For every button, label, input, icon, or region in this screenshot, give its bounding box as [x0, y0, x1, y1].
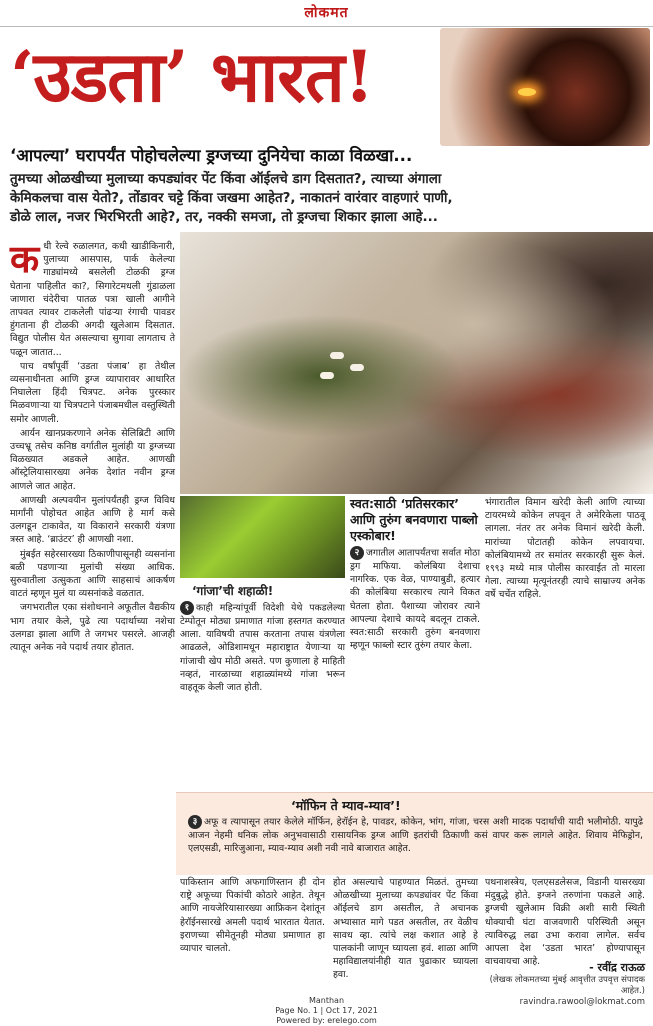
headline: ‘उडता’ भारत!	[10, 35, 374, 118]
morphine-section	[176, 792, 653, 875]
newspaper-logo: लोकमत	[304, 5, 349, 21]
page-footer	[0, 996, 653, 1026]
number-badge: १	[180, 601, 194, 615]
article-paragraph: पाच वर्षांपूर्वी ‘उडता पंजाब’ हा तेथील व्यसनाधीनता आणि ड्रग्ज व्यापारावर आधारित निघालेला हिंदी चित्रपट. अनेक पुरस्कार मिळवणाऱ्या या चित्रपटाने पंजाबमधील वस्तुस्थिती समोर आणली.	[10, 360, 175, 425]
section-body: जगातील आतापर्यंतचा सर्वात मोठा ड्रग माफिया. कोलंबिया देशाचा नागरिक. एक वेळ, पाण्याबुडी, हत्यार की कोलंबिया सरकारच त्याने विकत घेतला होता. पैशाच्या जोरावर त्याने आपल्या देशाचे कायदे बदलून टाकले. स्वत:साठी सरकारी तुरुंग बनवणारा म्हणून फाब्लो स्टार तुरुंग तयार केला.	[350, 547, 480, 652]
masthead	[0, 0, 653, 26]
section-title: स्वत:साठी ‘प्रतिसरकार’ आणि तुरुंग बनवणारा पाब्लो एस्कोबार!	[350, 496, 478, 543]
drug-collage-image	[180, 232, 653, 494]
footer-page: Page No. 1	[275, 1006, 319, 1015]
bottom-column: पाकिस्तान आणि अफगाणिस्तान ही दोन राष्ट्रे अफूच्या पिकांची कोठारे आहेत. तेथून आणि नायजेरियासारख्या आफ्रिकन देशांतून हेरॉईनसारखे अमली पदार्थ भारतात येतात. इराणच्या सीमेतूनही मोठ्या प्रमाणात हा व्यापार चालतो.	[180, 877, 325, 955]
bottom-column: पथनाशस्त्रेय, एलएसडलेसज, विडानी यासरख्या मंदुबुद्धे होते. इग्जने तरुणांना पकडले आहे. ड्रग्जची खुलेआम विक्री अशी सारी स्थिती धोक्याची घंटा वाजवणारी परिस्थिती असून त्याविरुद्ध लढा उभा करावा लागेल. सर्वच आपला देश ‘उडता भारत’ होण्यापासून वाचवायचा आहे.	[485, 877, 645, 968]
escobar-section	[350, 496, 480, 652]
drop-cap: क	[10, 236, 40, 281]
number-badge: ३	[188, 815, 202, 829]
section-title: ‘मॉफिन ते म्याव-म्याव’!	[291, 798, 401, 813]
author-email[interactable]: ravindra.rawool@lokmat.com	[519, 997, 645, 1007]
author-name: - रवींद्र राऊळ	[589, 961, 645, 974]
subheadline: ‘आपल्या’ घरापर्यंत पोहोचलेल्या ड्रग्जच्या दुनियेचा काळा विळखा...	[10, 146, 413, 165]
section-text	[188, 815, 643, 855]
footer-date: Oct 17, 2021	[325, 1006, 378, 1015]
article-paragraph: आणखी अल्पवयीन मुलांपर्यंतही ड्रग्ज विविध मार्गांनी पोहोचत आहेत आणि हे मार्ग कसे उलगडून टाकावेत, या विकाराने सरकारी यंत्रणा त्रस्त आहे. ‘ब्राउंटर’ ही आणखी नशा.	[10, 494, 175, 546]
main-article-column	[10, 236, 175, 655]
pill-icon	[320, 372, 334, 379]
article-paragraph: धी रेल्वे रुळालगत, कधी खाडीकिनारी, पुलाच्या आसपास, पार्क केलेल्या गाड्यांमध्ये बसलेली टोळकी ड्रग्ज घेताना पाहिलीत का?, सिगारेटमधली गुंडाळला जाणारा चंदेरीचा पातळ पत्रा खाली आगीने तापवत त्यावर टाकलेली पांढऱ्या रंगाची पावडर हुंगताना ही टोळकी अगदी खुलेआम दिसतात. विद्युत पोलीस येत असल्याचा सुगावा लागताच ते पळून जातात...	[10, 241, 175, 358]
sidebar-text	[180, 601, 345, 694]
deck	[10, 170, 642, 227]
section-body: भंगारातील विमान खरेदी केली आणि त्याच्या टायरमध्ये कोकेन लपवून ते अमेरिकेला पाठवू लागला. नंतर तर अनेक विमानं खरेदी केली. मारांच्या पोटातही कोकेन लपवायचा. कोलंबियामध्ये तर समांतर सरकारही सुरू केलं. १९९३ मध्ये मात्र पोलीस कारवाईत तो मारला गेला. त्याच्या मृत्यूनंतरही त्याचे साम्राज्य अनेक वर्षे चर्चेत राहिले.	[485, 497, 645, 601]
deck-line: डोळे लाल, नजर भिरभिरती आहे?, तर, नक्की समजा, तो ड्रग्जचा शिकार झाला आहे...	[10, 210, 438, 225]
number-badge: २	[350, 546, 364, 560]
sidebar-body: काही महिन्यांपूर्वी विदेशी येथे पकडलेल्या टेम्पोतून मोठ्या प्रमाणात गांजा हस्तगत करण्यात आला. याविषयी तपास करताना तपास यंत्रणेला आढळले, ओडिशामधून महाराष्ट्रात येणाऱ्या या गांजाची खेप मोठी असते. पण कुणाला हे माहिती नव्हतं, नारळाच्या शहाळ्यांमध्ये गांजा भरून वाहतूक केली जात होती.	[180, 602, 345, 694]
cannabis-plant-image	[180, 496, 345, 578]
pill-icon	[350, 364, 364, 371]
sidebar-title: ‘गांजा’ची शहाळी!	[192, 584, 274, 598]
section-body: अफू व त्यापासून तयार केलेले मॉर्फिन, हेरॉईन हे, पावडर, कोकेन, भांग, गांजा, चरस अशी मादक पदार्थांची यादी भलीमोठी. यापुढे आजन नेहमी धनिक लोक अनुभवासाठी रासायनिक ड्रग्ज आणि इतरांची ठिकाणी कसं वापर करू लागले आहेत. शिवाय मेफिड्रोन, एलएसडी, मारिजुआना, म्याव-म्याव अशी नवी नावे बाजारात आहेत.	[188, 816, 643, 855]
article-paragraph: मुंबईत सहेरसारख्या ठिकाणीपासूनही व्यसनांना बळी पडणाऱ्या मुलांची संख्या आधिक. सुरुवातीला उत्सुकता आणि साहसाचं आकर्षण वाटतं म्हणून मुलं या व्यसनांकडे वळतात.	[10, 548, 175, 600]
author-note: (लेखक लोकमतच्या मुंबई आवृत्तीत उपवृत्त संपादक आहेत.)	[489, 975, 645, 996]
footer-section: Manthan	[308, 996, 345, 1005]
footer-page-date: Page No. 1 | Oct 17, 2021	[275, 1006, 378, 1015]
pill-icon	[330, 352, 344, 359]
masthead-divider	[0, 26, 653, 27]
footer-powered[interactable]: Powered by: erelego.com	[276, 1016, 377, 1025]
article-paragraph: जगभरातील एका संशोधनाने अफूतील वैद्यकीय भाग तयार केले, पुढे त्या पदार्थाच्या नशेचा उलगडा झाला आणि ते जगभर पसरले. आजही त्यातून अनेक नवे पदार्थ तयार होतात.	[10, 602, 175, 654]
deck-line: तुमच्या ओळखीच्या मुलाच्या कपड्यांवर पेंट किंवा ऑईलचे डाग दिसतात?, त्याच्या अंगाला	[10, 172, 442, 187]
lighter-flame-icon	[518, 88, 536, 96]
article-paragraph: आर्यन खानप्रकरणाने अनेक सेलिब्रिटी आणि उच्चभ्रू तसेच कनिष्ठ वर्गातील मुलांही या ड्रग्जच्या विळख्यात अडकले आहेत. आणखी ऑस्ट्रेलियासारख्या अनेक देशांत नवीन ड्रग्ज आणले जात आहेत.	[10, 427, 175, 492]
bottom-column: होत असल्याचे पाहण्यात मिळतं. तुमच्या ओळखीच्या मुलाच्या कपड्यांवर पेंट किंवा ऑईलचे डाग असतील, ते अचानक अभ्यासात मागे पडत असतील, तर वेळीच सावध व्हा. त्यांचे लक्ष कशात आहे हे पालकांनी जाणून घ्यायला हवं. शाळा आणि महाविद्यालयांनीही यात पुढाकार घ्यायला हवा.	[333, 877, 478, 981]
escobar-continued	[485, 496, 645, 602]
section-text	[350, 546, 480, 652]
deck-line: केमिकलचा वास येतो?, तोंडावर चट्टे किंवा जखमा आहेत?, नाकातनं वारंवार वाहणारं पाणी,	[10, 191, 453, 206]
